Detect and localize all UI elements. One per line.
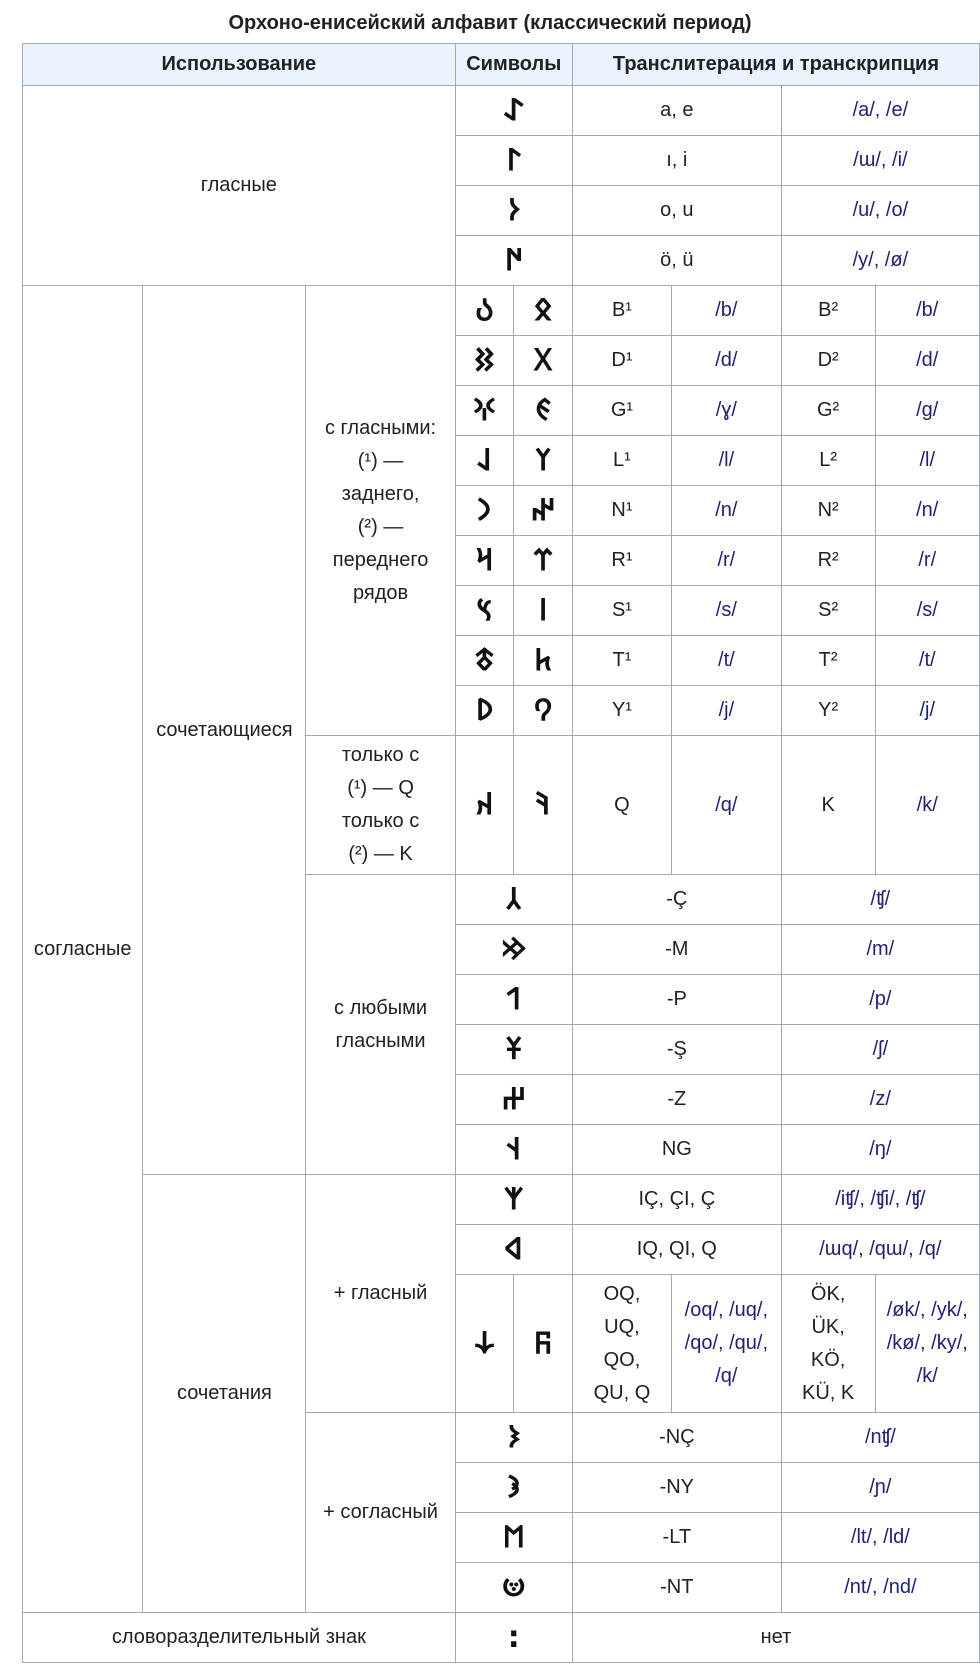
- qk-label: [306, 736, 455, 875]
- text-line: ÖK,: [810, 1282, 846, 1305]
- text-line: (²) — K: [348, 843, 413, 865]
- latin-cell: -M: [572, 925, 781, 975]
- symbol-cell: [514, 336, 573, 386]
- alphabet-table: [22, 43, 980, 1663]
- text-line: только с: [341, 744, 420, 766]
- text-line: гласными: [335, 1029, 426, 1052]
- text-line: /øk/, /yk/,: [886, 1299, 968, 1321]
- latin-cell: -Ş: [572, 1025, 781, 1075]
- symbol-cell: [455, 1025, 572, 1075]
- latin-cell: ö, ü: [572, 236, 781, 286]
- latin-back-cell: D¹: [572, 336, 671, 386]
- separator-row: [23, 1613, 980, 1663]
- header-row: [23, 44, 980, 86]
- consonants-label: согласные: [23, 286, 143, 1613]
- rune-glyph: 𐰤: [531, 492, 556, 528]
- pron-back-cell: /l/: [671, 436, 781, 486]
- text-line: UQ,: [604, 1315, 640, 1338]
- latin-front-cell: S²: [781, 586, 875, 636]
- pron-cell: /p/: [781, 975, 979, 1025]
- latin-front-cell: B²: [781, 286, 875, 336]
- pron-back-cell: /q/: [671, 736, 781, 875]
- pron-front-cell: /r/: [875, 536, 980, 586]
- latin-cell: a, e: [572, 86, 781, 136]
- latin-back-cell: L¹: [572, 436, 671, 486]
- pron-cell: /nt/, /nd/: [781, 1563, 979, 1613]
- rune-glyph: 𐱃: [474, 642, 495, 678]
- text-line: KÜ, K: [801, 1381, 855, 1404]
- symbol-cell: [455, 1125, 572, 1175]
- rune-glyph: 𐰆: [507, 192, 520, 228]
- symbol-cell: [514, 436, 573, 486]
- pron-back-cell: /t/: [671, 636, 781, 686]
- latin-back-cell: N¹: [572, 486, 671, 536]
- rune-glyph: 𐰺: [475, 542, 494, 578]
- pron-back-cell: /j/: [671, 686, 781, 736]
- rune-glyph: 𐰓: [534, 342, 552, 378]
- latin-front-cell: R²: [781, 536, 875, 586]
- latin-front-cell: T²: [781, 636, 875, 686]
- symbol-cell: [455, 1563, 572, 1613]
- vowel-row: [23, 86, 980, 136]
- ligatures-label: сочетания: [143, 1175, 306, 1613]
- pron-front-cell: /d/: [875, 336, 980, 386]
- latin-front-cell: K: [781, 736, 875, 875]
- rune-glyph: 𐰜: [533, 1325, 553, 1361]
- latin-cell: o, u: [572, 186, 781, 236]
- paired-label: [306, 286, 455, 736]
- header-usage: Использование: [23, 44, 456, 86]
- vowels-label: гласные: [23, 86, 456, 286]
- rune-glyph: 𐰭: [506, 1131, 521, 1167]
- text-line: ÜK,: [811, 1315, 845, 1338]
- consonant-pair-row: [23, 286, 980, 336]
- combining-label: сочетающиеся: [143, 286, 306, 1175]
- rune-glyph: 𐰀: [503, 92, 524, 128]
- rune-glyph: 𐰸: [475, 1325, 494, 1361]
- latin-cell: -Ç: [572, 875, 781, 925]
- symbol-cell: [514, 286, 573, 336]
- symbol-cell: [455, 386, 514, 436]
- symbol-cell: [514, 1275, 573, 1413]
- symbol-cell: [455, 875, 572, 925]
- rune-glyph: 𐰏: [535, 392, 551, 428]
- symbol-cell: [455, 436, 514, 486]
- rune-glyph: 𐰢: [501, 931, 526, 967]
- pron-front-cell: /g/: [875, 386, 980, 436]
- text-line: /oq/, /uq/,: [684, 1299, 769, 1321]
- rune-glyph: 𐰚: [535, 787, 551, 822]
- pron-cell: /ŋ/: [781, 1125, 979, 1175]
- latin-cell: -NY: [572, 1463, 781, 1513]
- latin-cell: -NT: [572, 1563, 781, 1613]
- pron-front-cell: /j/: [875, 686, 980, 736]
- latin-back-cell: S¹: [572, 586, 671, 636]
- symbol-cell: [455, 1513, 572, 1563]
- latin-front-cell: N²: [781, 486, 875, 536]
- text-line: QU, Q: [593, 1381, 651, 1404]
- latin-back-cell: [572, 1275, 671, 1413]
- latin-back-cell: T¹: [572, 636, 671, 686]
- rune-glyph: 𐰱: [504, 1181, 523, 1217]
- rune-glyph: 𐰦: [501, 1569, 526, 1605]
- rune-glyph: 𐰡: [502, 1519, 526, 1555]
- pron-back-cell: [671, 1275, 781, 1413]
- symbol-cell: [455, 536, 514, 586]
- pron-back-cell: /r/: [671, 536, 781, 586]
- symbol-cell: [455, 186, 572, 236]
- pron-front-cell: /t/: [875, 636, 980, 686]
- latin-cell: NG: [572, 1125, 781, 1175]
- pron-front-cell: [875, 1275, 980, 1413]
- text-line: рядов: [352, 581, 409, 604]
- symbol-cell: [455, 1175, 572, 1225]
- rune-glyph: 𐰾: [538, 592, 548, 628]
- any-vowel-label: [306, 875, 455, 1175]
- rune-glyph: 𐰇: [504, 242, 523, 278]
- pron-back-cell: /ɣ/: [671, 386, 781, 436]
- rune-glyph: 𐰨: [507, 1419, 520, 1455]
- pron-cell: /m/: [781, 925, 979, 975]
- rune-glyph: 𐰶: [504, 1231, 523, 1267]
- text-line: (²) —: [357, 515, 404, 538]
- latin-cell: IQ, QI, Q: [572, 1225, 781, 1275]
- pron-cell: /ɯ/, /i/: [781, 136, 979, 186]
- separator-label: словоразделительный знак: [23, 1613, 456, 1663]
- symbol-cell: [455, 975, 572, 1025]
- rune-glyph: 𐰪: [507, 1469, 521, 1505]
- text-line: с любыми: [334, 996, 428, 1019]
- text-line: KÖ,: [810, 1348, 846, 1371]
- symbol-cell: [455, 1275, 514, 1413]
- symbol-cell: [455, 286, 514, 336]
- rune-glyph: 𐰖: [475, 692, 494, 728]
- latin-front-cell: L²: [781, 436, 875, 486]
- text-line: заднего,: [341, 482, 420, 505]
- separator-value: нет: [572, 1613, 979, 1663]
- pron-cell: /z/: [781, 1075, 979, 1125]
- symbol-cell: [455, 586, 514, 636]
- rune-glyph: 𐰣: [477, 492, 492, 528]
- latin-back-cell: G¹: [572, 386, 671, 436]
- latin-back-cell: B¹: [572, 286, 671, 336]
- rune-glyph: 𐰼: [533, 542, 553, 578]
- rune-glyph: 𐰃: [506, 142, 521, 178]
- pron-back-cell: /d/: [671, 336, 781, 386]
- rune-glyph: 𐰘: [534, 692, 553, 728]
- latin-front-cell: [781, 1275, 875, 1413]
- rune-glyph: 𐱅: [533, 642, 553, 678]
- plus-consonant-label: + согласный: [306, 1413, 455, 1613]
- pron-front-cell: /k/: [875, 736, 980, 875]
- rune-glyph: 𐰠: [534, 442, 552, 478]
- rune-glyph: 𐱁: [505, 1031, 523, 1067]
- latin-cell: ı, i: [572, 136, 781, 186]
- rune-glyph: 𐰽: [476, 592, 493, 628]
- symbol-cell: [455, 486, 514, 536]
- rune-glyph: 𐰍: [473, 392, 496, 428]
- text-line: /qo/, /qu/,: [684, 1332, 769, 1354]
- pron-cell: /iʧ/, /ʧi/, /ʧ/: [781, 1175, 979, 1225]
- pron-cell: /ɯq/, /qɯ/, /q/: [781, 1225, 979, 1275]
- pron-front-cell: /b/: [875, 286, 980, 336]
- latin-front-cell: Y²: [781, 686, 875, 736]
- text-line: /kø/, /ky/,: [886, 1332, 968, 1354]
- latin-back-cell: R¹: [572, 536, 671, 586]
- plus-vowel-label: + гласный: [306, 1175, 455, 1413]
- rune-glyph: 𐰋: [534, 292, 552, 328]
- latin-cell: -Z: [572, 1075, 781, 1125]
- latin-front-cell: G²: [781, 386, 875, 436]
- rune-glyph: 𐰔: [501, 1081, 526, 1117]
- pron-front-cell: /s/: [875, 586, 980, 636]
- rune-glyph: 𐰉: [475, 292, 494, 328]
- symbol-cell: [455, 686, 514, 736]
- latin-cell: IÇ, ÇI, Ç: [572, 1175, 781, 1225]
- pron-cell: /ɲ/: [781, 1463, 979, 1513]
- latin-front-cell: D²: [781, 336, 875, 386]
- symbol-cell: [455, 636, 514, 686]
- pron-cell: /a/, /e/: [781, 86, 979, 136]
- symbol-cell: [455, 1463, 572, 1513]
- symbol-cell: [455, 236, 572, 286]
- pron-back-cell: /b/: [671, 286, 781, 336]
- latin-cell: -NÇ: [572, 1413, 781, 1463]
- header-symbols: Символы: [455, 44, 572, 86]
- pron-back-cell: /n/: [671, 486, 781, 536]
- table-caption: Орхоно-енисейский алфавит (классический период): [228, 12, 752, 34]
- symbol-cell: [455, 1075, 572, 1125]
- symbol-cell: [455, 336, 514, 386]
- pron-cell: /ʃ/: [781, 1025, 979, 1075]
- symbol-cell: [514, 686, 573, 736]
- pron-front-cell: /l/: [875, 436, 980, 486]
- symbol-cell: [514, 486, 573, 536]
- text-line: с гласными:: [324, 416, 437, 439]
- symbol-cell: [455, 1613, 572, 1663]
- rune-glyph: 𐰞: [477, 442, 492, 478]
- text-line: QO,: [603, 1348, 641, 1371]
- symbol-cell: [455, 1413, 572, 1463]
- rune-glyph: 𐰑: [475, 342, 494, 378]
- ligature-vowel-row: [23, 1175, 980, 1225]
- pron-cell: /nʧ/: [781, 1413, 979, 1463]
- text-line: только с: [341, 810, 420, 832]
- pron-cell: /ʧ/: [781, 875, 979, 925]
- symbol-cell: [455, 86, 572, 136]
- symbol-cell: [514, 736, 573, 875]
- symbol-cell: [514, 536, 573, 586]
- pron-cell: /u/, /o/: [781, 186, 979, 236]
- latin-back-cell: Q: [572, 736, 671, 875]
- pron-back-cell: /s/: [671, 586, 781, 636]
- latin-cell: -P: [572, 975, 781, 1025]
- pron-cell: /y/, /ø/: [781, 236, 979, 286]
- latin-back-cell: Y¹: [572, 686, 671, 736]
- rune-glyph: 𐰯: [506, 981, 521, 1017]
- symbol-cell: [455, 736, 514, 875]
- rune-glyph: 𐰴: [475, 787, 494, 822]
- text-line: OQ,: [603, 1282, 641, 1305]
- pron-front-cell: /n/: [875, 486, 980, 536]
- header-translit: Транслитерация и транскрипция: [572, 44, 979, 86]
- text-line: /q/: [715, 1365, 738, 1387]
- text-line: (¹) — Q: [347, 777, 414, 799]
- symbol-cell: [455, 1225, 572, 1275]
- symbol-cell: [514, 386, 573, 436]
- symbol-cell: [455, 925, 572, 975]
- symbol-cell: [455, 136, 572, 186]
- latin-cell: -LT: [572, 1513, 781, 1563]
- rune-glyph: :: [507, 1619, 520, 1655]
- text-line: (¹) —: [357, 449, 404, 472]
- text-line: переднего: [332, 548, 429, 571]
- symbol-cell: [514, 586, 573, 636]
- text-line: /k/: [916, 1365, 938, 1387]
- rune-glyph: 𐰲: [505, 881, 523, 917]
- pron-cell: /lt/, /ld/: [781, 1513, 979, 1563]
- symbol-cell: [514, 636, 573, 686]
